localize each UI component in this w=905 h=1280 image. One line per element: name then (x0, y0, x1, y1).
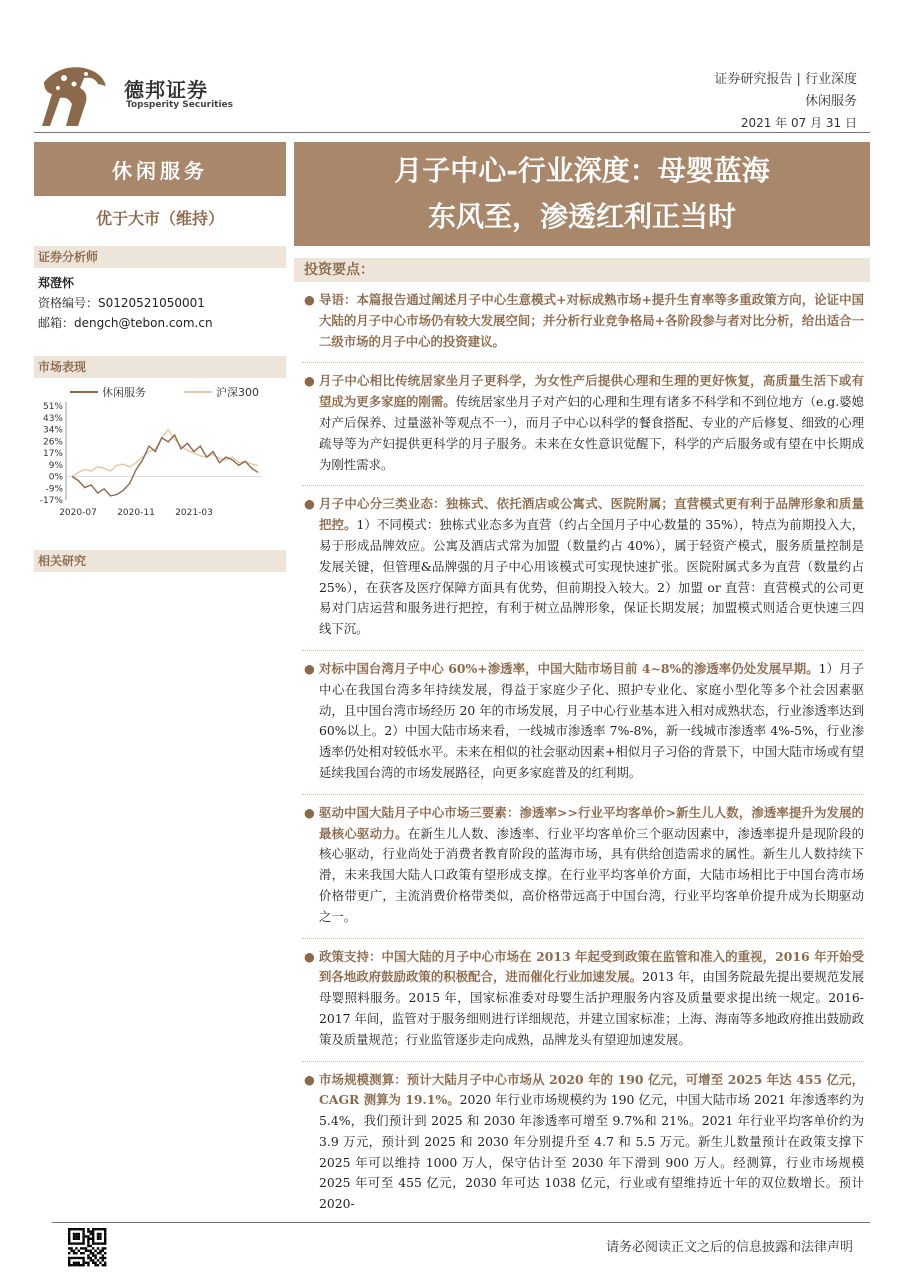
point-text: 1）不同模式：独栋式业态多为直营（约占全国月子中心数量的 35%），特点为前期投入大，易于形成品牌效应。公寓及酒店式常为加盟（数量约占 40%），属于轻资产模式，服务质量控制是发展关键，但管理&品牌强的月子中心用该模式可实现快速扩张。医院附属式多为直营（数量约占 25%），在获客及医疗保障方面具有优势，但前期投入较大。2）加盟 or 直营：直营模式的公司更易对门店运营和服务进行把控，有利于树立品牌形象，保证长期发展；加盟模式则适合更快速三四线下沉。 (319, 517, 865, 637)
series-line-leisure (72, 435, 258, 496)
investment-points (302, 290, 864, 1225)
sector-label: 休闲服务 (34, 142, 286, 196)
point-highlight: 月子中心分三类业态：独栋式、依托酒店或公寓式、医院附属；直营模式更有利于品牌形象和质量把控。 (319, 496, 864, 533)
market-chart-svg (36, 380, 286, 520)
related-heading: 相关研究 (34, 550, 286, 572)
investment-point (302, 494, 864, 640)
company-logo (40, 62, 112, 130)
point-separator (302, 1061, 864, 1062)
analyst-heading: 证券分析师 (34, 246, 286, 268)
bullet-icon: ● (304, 948, 315, 964)
investment-heading: 投资要点： (294, 258, 870, 282)
point-separator (302, 362, 864, 363)
bullet-icon: ● (304, 292, 315, 307)
series-line-csi300 (72, 430, 258, 477)
x-tick-label: 2021-03 (175, 508, 213, 518)
y-tick-label: -9% (45, 484, 63, 495)
bullet-icon: ● (304, 496, 315, 512)
cert-row (38, 294, 205, 311)
email-row (38, 314, 213, 331)
email-label: 邮箱： (38, 316, 75, 330)
point-separator (302, 485, 864, 486)
point-separator (302, 938, 864, 939)
y-tick-label: 17% (42, 449, 63, 459)
title-line-1: 月子中心-行业深度：母婴蓝海 (394, 154, 770, 187)
y-tick-label: 9% (48, 460, 63, 471)
header-industry: 休闲服务 (804, 94, 857, 109)
investment-point (302, 947, 864, 1051)
header-divider (34, 132, 870, 133)
point-text: 1）月子中心在我国台湾多年持续发展，得益于家庭少子化、照护专业化、家庭小型化等多个社会因素驱动，且中国台湾市场经历 20 年的市场发展，月子中心行业基本进入相对成熟状态，行业渗透率达到 60%以上。2）中国大陆市场来看，一线城市渗透率 7%-8%，新一线城市渗透率 4%-5%，行业渗透率仍处相对较低水平。未来在相似的社会驱动因素+相似月子习俗的背景下，中国大陆市场或有望延续我国台湾的市场发展路径，向更多家庭普及的红利期。 (319, 660, 864, 780)
cert-number: S0120521050001 (98, 296, 205, 310)
point-highlight: 政策支持：中国大陆的月子中心市场在 2013 年起受到政策在监管和准入的重视，2016 年开始受到各地政府鼓励政策的积极配合，进而催化行业加速发展。 (319, 948, 864, 985)
footer-divider (52, 1222, 870, 1223)
y-tick-label: 51% (42, 402, 63, 412)
report-title (294, 142, 870, 246)
footer-disclaimer: 请务必阅读正文之后的信息披露和法律声明 (605, 1240, 853, 1255)
point-highlight: 月子中心相比传统居家坐月子更科学，为女性产后提供心理和生理的更好恢复，高质量生活下或有望成为更多家庭的刚需。 (319, 373, 864, 410)
y-tick-label: 34% (42, 425, 63, 436)
y-tick-label: 0% (48, 472, 63, 483)
market-chart (36, 380, 286, 520)
bullet-icon: ● (304, 660, 315, 676)
point-separator (302, 650, 864, 651)
bullet-icon: ● (304, 1071, 315, 1087)
bullet-icon: ● (304, 373, 315, 389)
report-date: 2021 年 07 月 31 日 (740, 116, 857, 130)
point-highlight: 导语：本篇报告通过阐述月子中心生意模式+对标成熟市场+提升生育率等多重政策方向，论证中国大陆的月子中心市场仍有较大发展空间；并分析行业竞争格局+各阶段参与者对比分析，给出适合一二级市场的月子中心的投资建议。 (319, 292, 864, 349)
cert-label: 资格编号： (38, 296, 99, 310)
point-separator (302, 794, 864, 795)
legend-label: 休闲服务 (102, 386, 146, 399)
point-text: 2020 年行业市场规模约为 190 亿元，中国大陆市场 2021 年渗透率约为 5.4%，我们预计到 2025 和 2030 年渗透率可增至 9.7%和 21%。2021 年行业平均客单价约为 3.9 万元，预计到 2025 和 2030 年分别提升至 4.7 和 5.5 万元。新生儿数量预计在政策支撑下 2025 年可以维持 1000 万人，保守估计至 2030 年下滑到 900 万人。经测算，行业市场规模 2025 年可至 455 亿元，2030 年可达 1038 亿元，行业或有望维持近十年的双位数增长。预计 2020- (319, 1092, 864, 1212)
point-highlight: 对标中国台湾月子中心 60%+渗透率，中国大陆市场目前 4~8%的渗透率仍处发展早期。 (319, 660, 819, 676)
investment-point (302, 803, 864, 928)
point-text: 2013 年，由国务院最先提出要规范发展母婴照料服务。2015 年，国家标准委对母婴生活护理服务内容及质量要求提出统一规定。2016-2017 年间，监管对于服务细则进行详细规范，并建立国家标准；上海、海南等多地政府推出鼓励政策及质量规范；行业监管逐步走向成熟，品牌龙头有望迎加速发展。 (319, 969, 864, 1047)
analyst-name: 郑澄怀 (38, 276, 75, 290)
investment-point (302, 659, 864, 784)
point-highlight: 驱动中国大陆月子中心市场三要素：渗透率>>行业平均客单价>新生儿人数，渗透率提升为发展的最核心驱动力。 (319, 804, 864, 841)
investment-point (302, 371, 864, 475)
x-tick-label: 2020-11 (117, 508, 155, 518)
investment-point (302, 290, 864, 352)
investment-point (302, 1070, 864, 1216)
legend-label: 沪深300 (216, 386, 259, 399)
rating: 优于大市（维持） (95, 209, 224, 228)
point-text: 传统居家坐月子对产妇的心理和生理有诸多不科学和不到位地方（e.g.婆媳对产后保养、过量滋补等观点不一），而月子中心以科学的餐食搭配、专业的产后修复、细致的心理疏导等为产妇提供更科学的月子服务。未来在女性意识觉醒下，科学的产后服务或有望在中长期成为刚性需求。 (319, 394, 864, 472)
title-line-2: 东风至，渗透红利正当时 (427, 200, 736, 233)
y-tick-label: 26% (42, 437, 63, 448)
point-highlight: 市场规模测算：预计大陆月子中心市场从 2020 年的 190 亿元，可增至 2025 年达 455 亿元，CAGR 测算为 19.1%。 (319, 1071, 864, 1108)
analyst-email[interactable]: dengch@tebon.com.cn (74, 316, 213, 330)
point-text: 在新生儿人数、渗透率、行业平均客单价三个驱动因素中，渗透率提升是现阶段的核心驱动，行业尚处于消费者教育阶段的蓝海市场，具有供给创造需求的属性。新生儿人数持续下滑，未来我国大陆人口政策有望形成支撑。在行业平均客单价方面，大陆市场相比于中国台湾市场价格带更广，主流消费价格带类似，高价格带远高于中国台湾，行业平均客单价提升成为长期驱动之一。 (319, 825, 865, 924)
logo-english: Topsperity Securities (126, 100, 233, 110)
qr-code (66, 1226, 108, 1268)
y-tick-label: 43% (42, 413, 63, 424)
report-type: 证券研究报告 | 行业深度 (714, 72, 857, 87)
bullet-icon: ● (304, 804, 315, 820)
y-tick-label: -17% (39, 496, 63, 506)
logo-chinese: 德邦证券 (124, 78, 208, 102)
x-tick-label: 2020-07 (59, 508, 97, 518)
market-heading: 市场表现 (34, 356, 286, 378)
